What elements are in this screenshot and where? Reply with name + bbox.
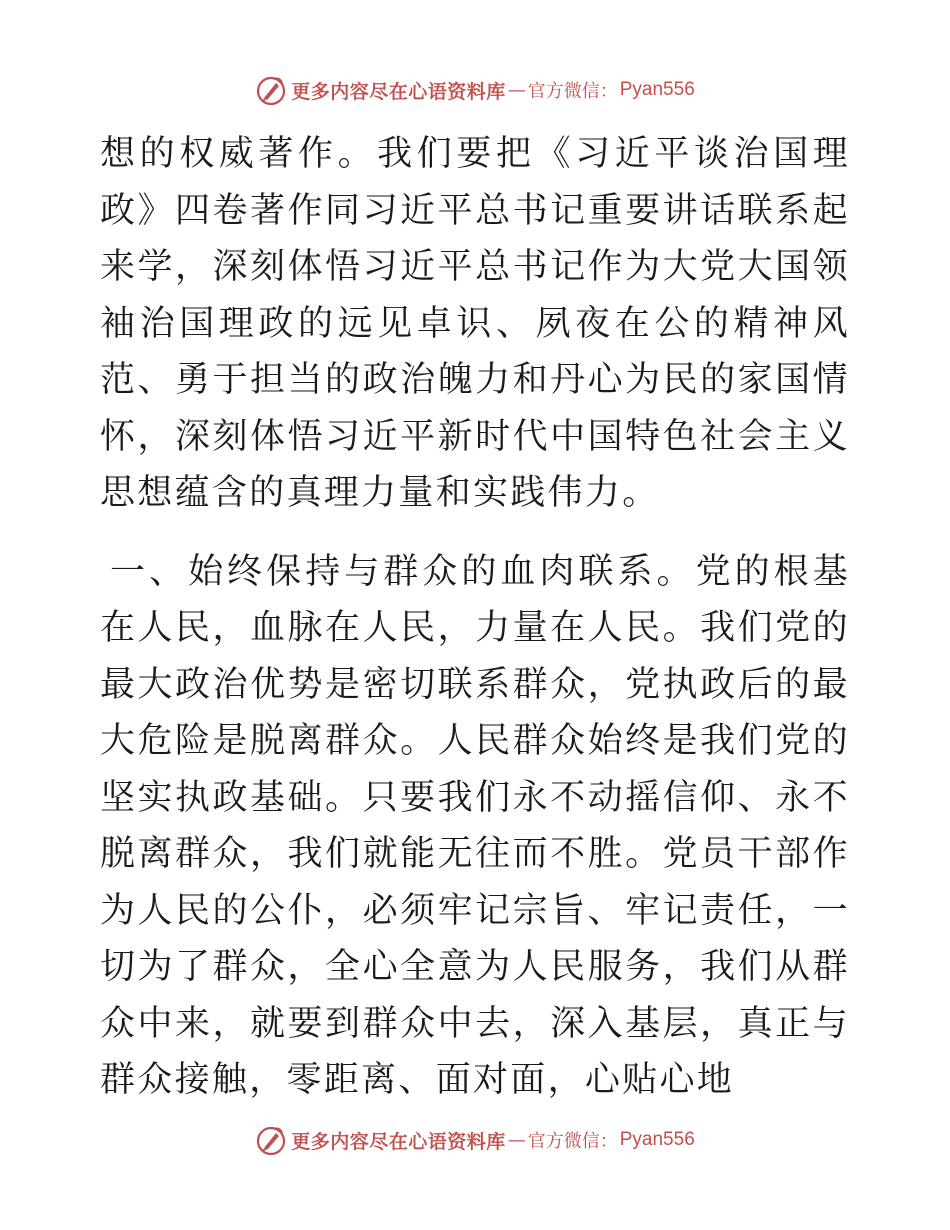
wechat-id: Pyan556 [619,79,695,100]
banner-title: 更多内容尽在心语资料库 [291,1130,506,1153]
wechat-label: 官方微信： [527,1131,618,1152]
banner-dash: — [507,79,526,101]
banner-title: 更多内容尽在心语资料库 [291,80,506,103]
body-paragraph-2: 一、始终保持与群众的血肉联系。党的根基在人民，血脉在人民，力量在人民。我们党的最大政治优势是密切联系群众，党执政后的最大危险是脱离群众。人民群众始终是我们党的坚实执政基础。只要我们永不动摇信仰、永不脱离群众，我们就能无往而不胜。党员干部作为人民的公仆，必须牢记宗旨、牢记责任，一切为了群众，全心全意为人民服务，我们从群众中来，就要到群众中去，深入基层，真正与群众接触，零距离、面对面，心贴心地 [100,551,850,1100]
quill-logo-icon [255,1124,287,1156]
wechat-id: Pyan556 [619,1129,695,1150]
header-banner [0,70,950,110]
quill-logo-icon [255,74,287,106]
footer-banner [0,1120,950,1160]
wechat-label: 官方微信： [527,81,618,102]
body-paragraph-1: 想的权威著作。我们要把《习近平谈治国理政》四卷著作同习近平总书记重要讲话联系起来学，深刻体悟习近平总书记作为大党大国领袖治国理政的远见卓识、夙夜在公的精神风范、勇于担当的政治魄力和丹心为民的家国情怀，深刻体悟习近平新时代中国特色社会主义思想蕴含的真理力量和实践伟力。 [100,134,850,513]
document-body [100,126,850,1109]
banner-dash: — [507,1129,526,1151]
